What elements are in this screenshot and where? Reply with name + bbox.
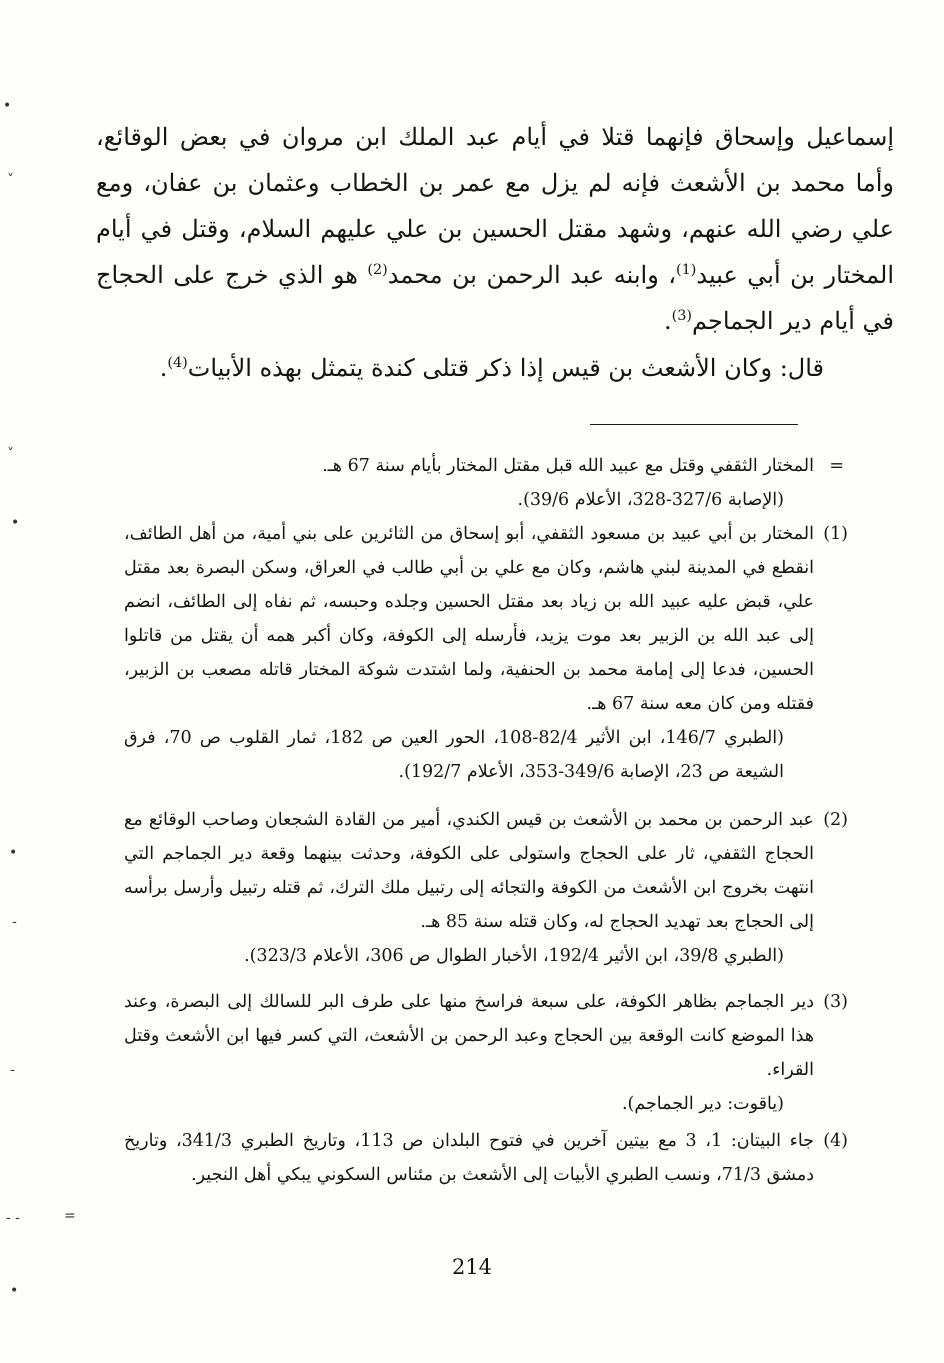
footnote-2-refs: (الطبري 39/8، ابن الأثير 192/4، الأخبار الطوال ص 306، الأعلام 323/3). bbox=[244, 946, 784, 966]
quote-end: . bbox=[159, 354, 168, 382]
main-paragraph-text-mid: ، وابنه عبد الرحمن بن محمد bbox=[387, 261, 676, 289]
margin-double-dash-mark: - - bbox=[6, 1210, 20, 1226]
margin-dot-mark: • bbox=[11, 515, 20, 531]
main-paragraph-text: إسماعيل وإسحاق فإنهما قتلا في أيام عبد الملك ابن مروان في بعض الوقائع، وأما محمد بن الأشعث فإنه لم يزل مع عمر بن الخطاب وعثمان بن عفان، ومع علي رضي الله عنهم، وشهد مقتل الحسين بن علي عليهم السلام، وقتل في أيام المختار بن أبي عبيد bbox=[96, 123, 894, 289]
footnote-3-refs: (ياقوت: دير الجماجم). bbox=[621, 1094, 784, 1114]
footnote-1-refs: (الطبري 146/7، ابن الأثير 82/4-108، الحور العين ص 182، ثمار القلوب ص 70، فرق الشيعة ص 23، الإصابة 349/6-353، الأعلام 192/7). bbox=[124, 728, 784, 782]
footnote-3 bbox=[124, 985, 848, 1121]
margin-equals-mark: = bbox=[64, 1208, 76, 1224]
margin-dot-mark: • bbox=[3, 98, 12, 114]
footnote-4-number: (4) bbox=[823, 1131, 848, 1151]
quote-line bbox=[96, 345, 894, 391]
quote-text: قال: وكان الأشعث بن قيس إذا ذكر قتلى كندة يتمثل بهذه الأبيات bbox=[187, 354, 824, 382]
footnote-2-number: (2) bbox=[823, 810, 848, 830]
footnote-1-text: المختار بن أبي عبيد بن مسعود الثقفي، أبو إسحاق من الثائرين على بني أمية، من أهل الطائف، انقطع في المدينة لبني هاشم، وكان مع علي بن أبي طالب في العراق، وسكن البصرة بعد مقتل علي، قبض عليه عبيد الله بن زياد بعد مقتل الحسين وجلده وحبسه، ثم نفاه إلى الطائف، انضم إلى عبد الله بن الزبير بعد موت يزيد، فأرسله إلى الكوفة، وكان أكبر همه أن يقتل من قاتلوا الحسين، فدعا إلى إمامة محمد بن الحنفية، ولما اشتدت شوكة المختار قاتله مصعب بن الزبير، فقتله ومن كان معه سنة 67 هـ. bbox=[124, 524, 814, 714]
continuation-text: المختار الثقفي وقتل مع عبيد الله قبل مقتل المختار بأيام سنة 67 هـ. bbox=[322, 456, 814, 476]
footnote-4-text: جاء البيتان: 1، 3 مع بيتين آخرين في فتوح البلدان ص 113، وتاريخ الطبري 341/3، وتاريخ دمشق 71/3، ونسب الطبري الأبيات إلى الأشعث بن مئناس السكوني يبكي أهل النجير. bbox=[124, 1131, 814, 1185]
margin-dash-mark: - bbox=[10, 1062, 15, 1078]
main-paragraph bbox=[96, 114, 894, 344]
page-number: 214 bbox=[451, 1255, 493, 1279]
continuation-refs: (الإصابة 327/6-328، الأعلام 39/6). bbox=[517, 490, 784, 510]
continuation-mark: = bbox=[829, 456, 844, 476]
footnote-1 bbox=[124, 517, 848, 789]
footnote-2-text: عبد الرحمن بن محمد بن الأشعث بن قيس الكندي، أمير من القادة الشجعان وصاحب الوقائع مع الحجاج الثقفي، ثار على الحجاج واستولى على الكوفة، وحدثت بينهما وقعة دير الجماجم التي انتهت بخروج ابن الأشعث من الكوفة والتجائه إلى رتبيل ملك الترك، ثم قتله رتبيل وأرسل برأسه إلى الحجاج بعد تهديد الحجاج له، وكان قتله سنة 85 هـ. bbox=[124, 810, 814, 932]
margin-dash-mark: - bbox=[12, 914, 17, 930]
footnote-separator bbox=[590, 424, 798, 425]
footnote-ref-3[interactable]: (3) bbox=[671, 308, 693, 324]
margin-dot-mark: • bbox=[10, 1283, 19, 1299]
main-paragraph-text-mid2: هو الذي خرج على الحجاج في أيام دير الجماجم bbox=[96, 261, 894, 335]
footnote-ref-4[interactable]: (4) bbox=[167, 355, 188, 371]
margin-caret-mark: ˅ bbox=[7, 172, 14, 188]
footnote-3-text: دير الجماجم بظاهر الكوفة، على سبعة فراسخ منها على طرف البر للسالك إلى البصرة، وعند هذا الموضع كانت الوقعة بين الحجاج وعبد الرحمن بن الأشعث، التي كسر فيها ابن الأشعث وقتل القراء. bbox=[124, 992, 814, 1080]
footnote-ref-1[interactable]: (1) bbox=[676, 262, 697, 278]
footnote-1-number: (1) bbox=[823, 524, 848, 544]
margin-dot-mark: • bbox=[9, 845, 18, 861]
footnote-3-number: (3) bbox=[823, 992, 848, 1012]
footnote-continuation bbox=[124, 449, 844, 517]
main-paragraph-end: . bbox=[663, 307, 672, 335]
footnote-2 bbox=[124, 803, 848, 973]
margin-caret-mark: ˅ bbox=[7, 446, 14, 462]
footnote-4 bbox=[124, 1124, 848, 1192]
footnote-ref-2[interactable]: (2) bbox=[367, 262, 388, 278]
